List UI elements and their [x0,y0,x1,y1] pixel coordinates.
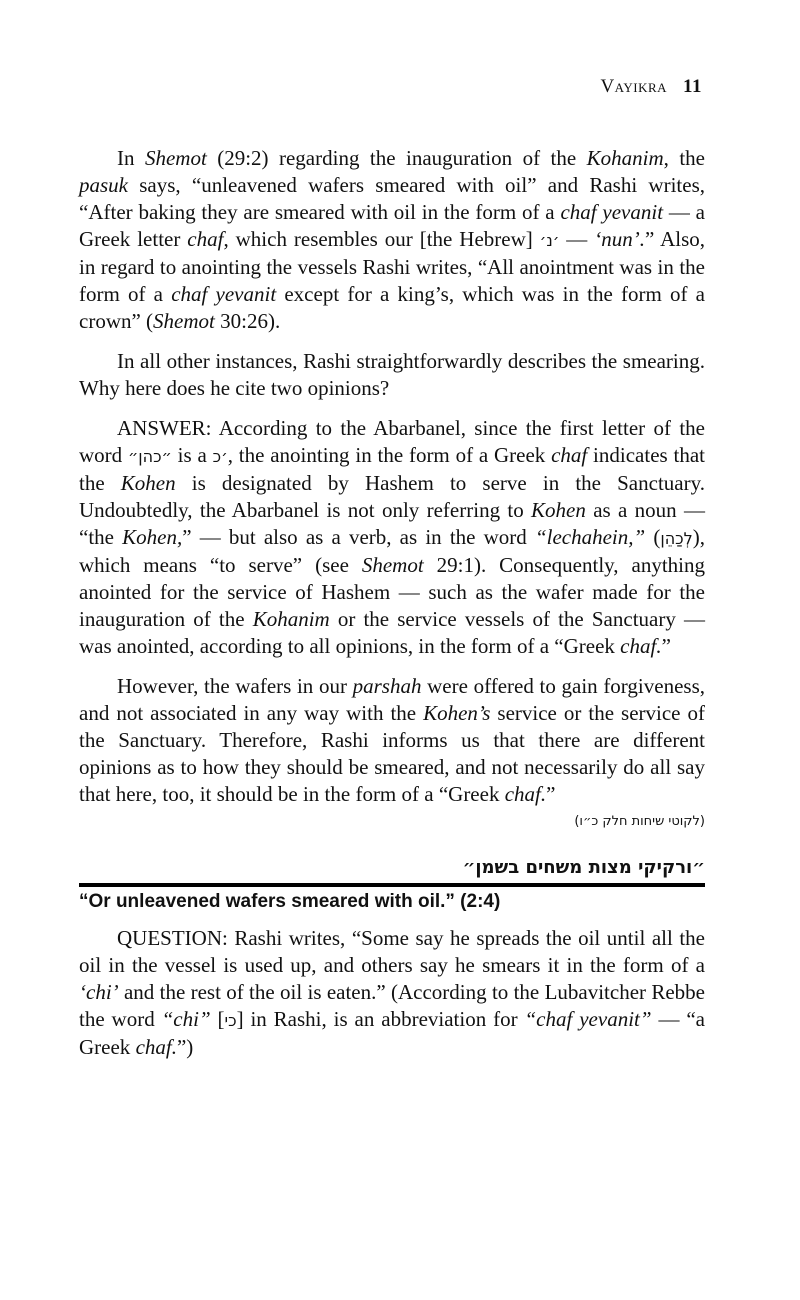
text-run: is designated by Hashem to serve in the Sanctuary. Undoubtedly, the Abarbanel is not only referring to [79,471,705,522]
italic-term: ‘nun’. [594,227,645,251]
text-run: ANSWER: According to the Abarbanel, since the first letter of the word [79,416,705,467]
italic-term: “chaf yevanit” [524,1007,652,1031]
italic-term: Kohen’s [423,701,491,725]
hebrew-text: לְכַהֵן [660,529,693,548]
text-run: ( [645,525,661,549]
text-run: except for a king’s, which was in the form of a crown” ( [79,282,705,333]
hebrew-text: כי [224,1011,237,1030]
paragraph [79,145,705,335]
italic-term: “chi” [161,1007,211,1031]
page-body [79,145,705,1074]
italic-term: “lechahein,” [534,525,646,549]
paragraph [79,673,705,808]
italic-term: Shemot [153,309,215,333]
italic-term: chaf yevanit [171,282,277,306]
text-run: 30:26). [214,309,281,333]
text-run: — “a Greek [79,1007,705,1059]
english-verse-heading: “Or unleavened wafers smeared with oil.” (2:4) [79,891,501,912]
page-number: 11 [683,76,702,97]
text-run: ”) [176,1035,194,1059]
italic-term: Shemot [144,146,207,170]
paragraph [79,348,705,402]
text-run: ] in Rashi, is an abbreviation for [236,1007,525,1031]
text-run: , the anointing in the form of a Greek [227,443,552,467]
text-run: In [117,146,145,170]
text-run: ” [661,634,671,658]
text-run: [ [210,1007,225,1031]
italic-term: chaf yevanit [560,200,664,224]
italic-term: ‘chi’ [79,980,119,1004]
text-run: ), which means “to serve” (see [79,525,705,577]
text-run: were offered to gain forgiveness, and not associated in any way with the [79,674,705,725]
hebrew-text: ״כהן״ [127,447,172,466]
text-run: 29:1). Consequently, anything anointed for the service of Hashem — such as the wafer made for the inauguration of the [79,553,706,631]
italic-term: chaf. [620,634,662,658]
source-citation: (לקוטי שיחות חלק כ״ו) [574,814,705,829]
text-run: ” [546,782,556,806]
italic-term: Kohen [120,471,176,495]
italic-term: Kohanim [586,146,664,170]
text-run: ” — but also as a verb, as in the word [182,525,535,549]
section-heading [79,856,705,915]
text-run: ” Also, in regard to anointing the vessels Rashi writes, “All anointment was in the form of a [79,227,705,306]
hebrew-verse-heading: ״ורקיקי מצות משחים בשמן״ [462,857,705,878]
italic-term: Kohanim [252,607,330,631]
text-run: indicates that the [79,443,705,495]
italic-term: chaf. [135,1035,177,1059]
text-run: service or the service of the Sanctuary. Therefore, Rashi informs us that there are different opinions as to how they should be smeared, and not necessarily do all say that here, too, it should be in the form of a “Greek [79,701,705,806]
italic-term: Kohen, [122,525,183,549]
italic-term: chaf [551,443,588,467]
text-run: , which resembles our [the Hebrew] [223,227,540,251]
text-run: says, “unleavened wafers smeared with oil” and Rashi writes, “After baking they are smeared with oil in the form of a [79,173,705,224]
text-run: QUESTION: Rashi writes, “Some say he spreads the oil until all the oil in the vessel is used up, and others say he smears it in the form of a [79,926,705,977]
italic-term: chaf. [504,782,547,806]
text-run: However, the wafers in our [117,674,353,698]
hebrew-text: ׳נ׳ [539,231,560,250]
text-run: and the rest of the oil is eaten.” (According to the Lubavitcher Rebbe the word [79,980,705,1031]
italic-term: Shemot [361,553,424,577]
book-title: Vayikra [600,76,668,97]
text-run: or the service vessels of the Sanctuary — was anointed, according to all opinions, in the form of a “Greek [79,607,705,658]
running-head [600,76,702,98]
italic-term: pasuk [79,173,128,197]
text-run: — a Greek letter [79,200,705,251]
heading-rule [79,883,705,887]
hebrew-text: ׳כ [212,447,228,466]
paragraph [79,925,705,1061]
text-run: — [559,227,595,251]
text-run: In all other instances, Rashi straightforwardly describes the smearing. Why here does he cite two opinions? [79,349,705,400]
text-run: as a noun — “the [79,498,705,549]
text-run: is a [171,443,213,467]
italic-term: chaf [187,227,224,251]
paragraph [79,415,705,660]
italic-term: Kohen [531,498,586,522]
text-run: , the [663,146,706,170]
text-run: (29:2) regarding the inauguration of the [206,146,587,170]
italic-term: parshah [352,674,422,698]
